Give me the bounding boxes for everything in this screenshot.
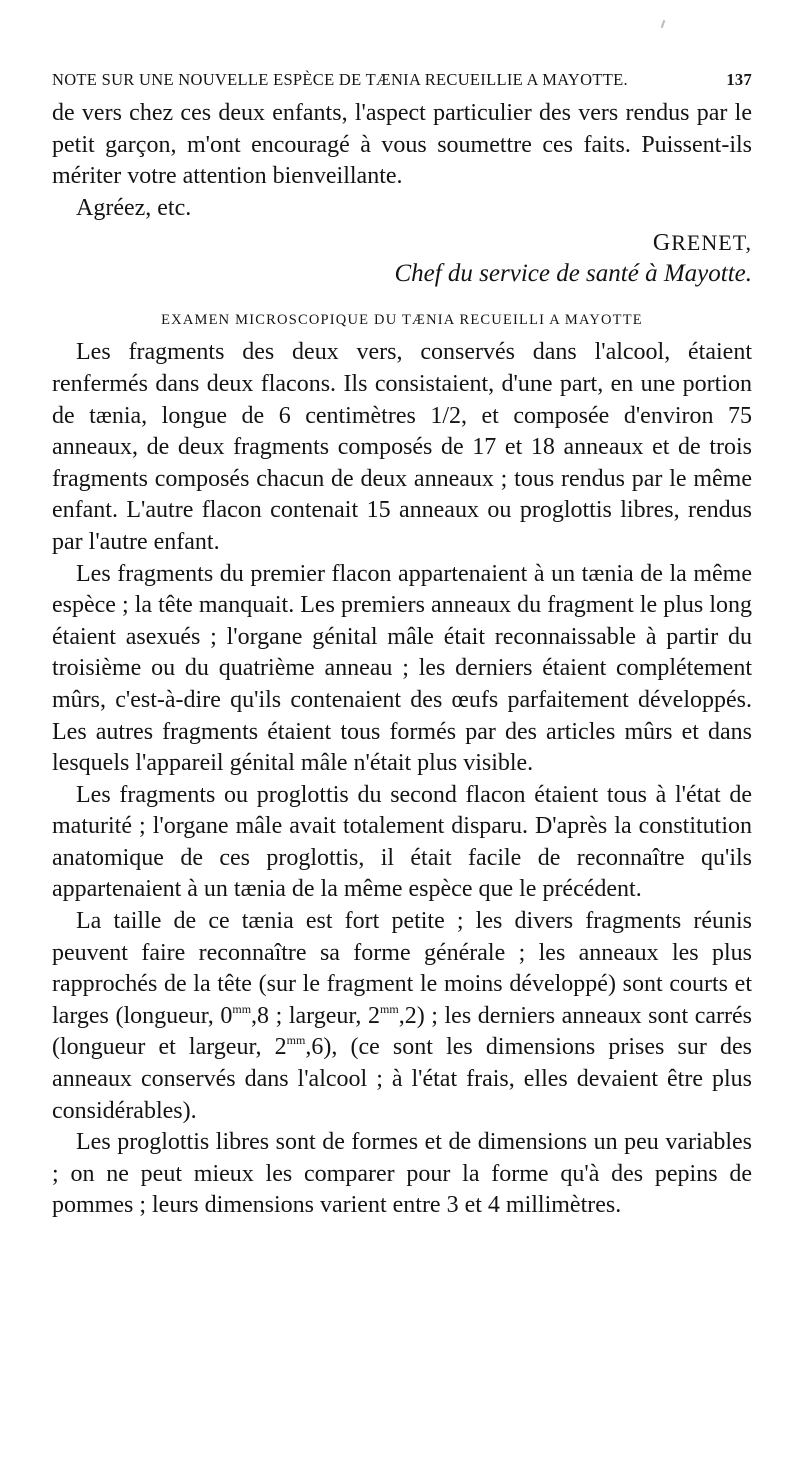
p4-sup-2: mm <box>380 1001 399 1016</box>
signature-rest: RENET, <box>671 230 752 256</box>
scan-speck <box>661 20 666 28</box>
letter-closing: Agréez, etc. <box>76 194 192 221</box>
signature-name <box>52 228 752 258</box>
p4-text-d: ,6), (ce sont les dimensions prises sur des anneaux conservés dans l'alcool ; à l'état frais, elles devaient être plus considérables). <box>52 1034 753 1124</box>
page-number: 137 <box>726 70 752 89</box>
p4-text-a: La taille de ce tænia est fort petite ; les divers fragments réunis peuvent faire reconnaître sa forme générale ; les anneaux les plus rapprochés de la tête (sur le fragment le moins développé) sont courts et larges (longueur, 0 <box>52 908 752 1029</box>
letter-paragraph-end: de vers chez ces deux enfants, l'aspect particulier des vers rendus par le petit garçon, m'ont encouragé à vous soumettre ces faits. Puissent-ils mériter votre attention bienveillante. <box>52 100 752 190</box>
document-page <box>52 70 752 1222</box>
signature-title: Chef du service de santé à Mayotte. <box>394 260 752 288</box>
running-header <box>52 70 752 90</box>
paragraph-2: Les fragments du premier flacon appartenaient à un tænia de la même espèce ; la tête manquait. Les premiers anneaux du fragment le plus long étaient asexués ; l'organe génital mâle était reconnaissable à partir du troisième ou du quatrième anneau ; les derniers étaient complétement mûrs, c'est-à-dire qu'ils contenaient des œufs parfaitement développés. Les autres fragments étaient tous formés par des articles mûrs et dans lesquels l'appareil génital mâle n'était plus visible. <box>52 560 752 777</box>
p4-sup-1: mm <box>232 1001 252 1016</box>
p4-sup-3: mm <box>286 1033 306 1048</box>
running-title: NOTE SUR UNE NOUVELLE ESPÈCE DE TÆNIA RECUEILLIE A MAYOTTE. <box>52 70 628 89</box>
p4-text-c: ,2) ; les derniers anneaux sont carrés (longueur et largeur, 2 <box>52 1002 753 1061</box>
paragraph-5: Les proglottis libres sont de formes et de dimensions un peu variables ; on ne peut mieux les comparer pour la forme qu'à des pepins de pommes ; leurs dimensions varient entre 3 et 4 millimètres. <box>52 1129 752 1219</box>
signature-initial: G <box>652 230 672 257</box>
p4-text-b: ,8 ; largeur, 2 <box>251 1002 381 1029</box>
section-title: EXAMEN MICROSCOPIQUE DU TÆNIA RECUEILLI A MAYOTTE <box>161 312 643 329</box>
paragraph-1: Les fragments des deux vers, conservés dans l'alcool, étaient renfermés dans deux flacons. Ils consistaient, d'une part, en une portion de tænia, longue de 6 centimètres 1/2, et composée d'environ 75 anneaux, de deux fragments composés de 17 et 18 anneaux et de trois fragments composés chacun de deux anneaux ; tous rendus par le même enfant. L'autre flacon contenait 15 anneaux ou proglottis libres, rendus par l'autre enfant. <box>52 339 752 555</box>
paragraph-4 <box>52 906 752 1127</box>
paragraph-3: Les fragments ou proglottis du second flacon étaient tous à l'état de maturité ; l'organe mâle avait totalement disparu. D'après la constitution anatomique de ces proglottis, il était facile de reconnaître qu'ils appartenaient à un tænia de la même espèce que le précédent. <box>52 781 752 903</box>
